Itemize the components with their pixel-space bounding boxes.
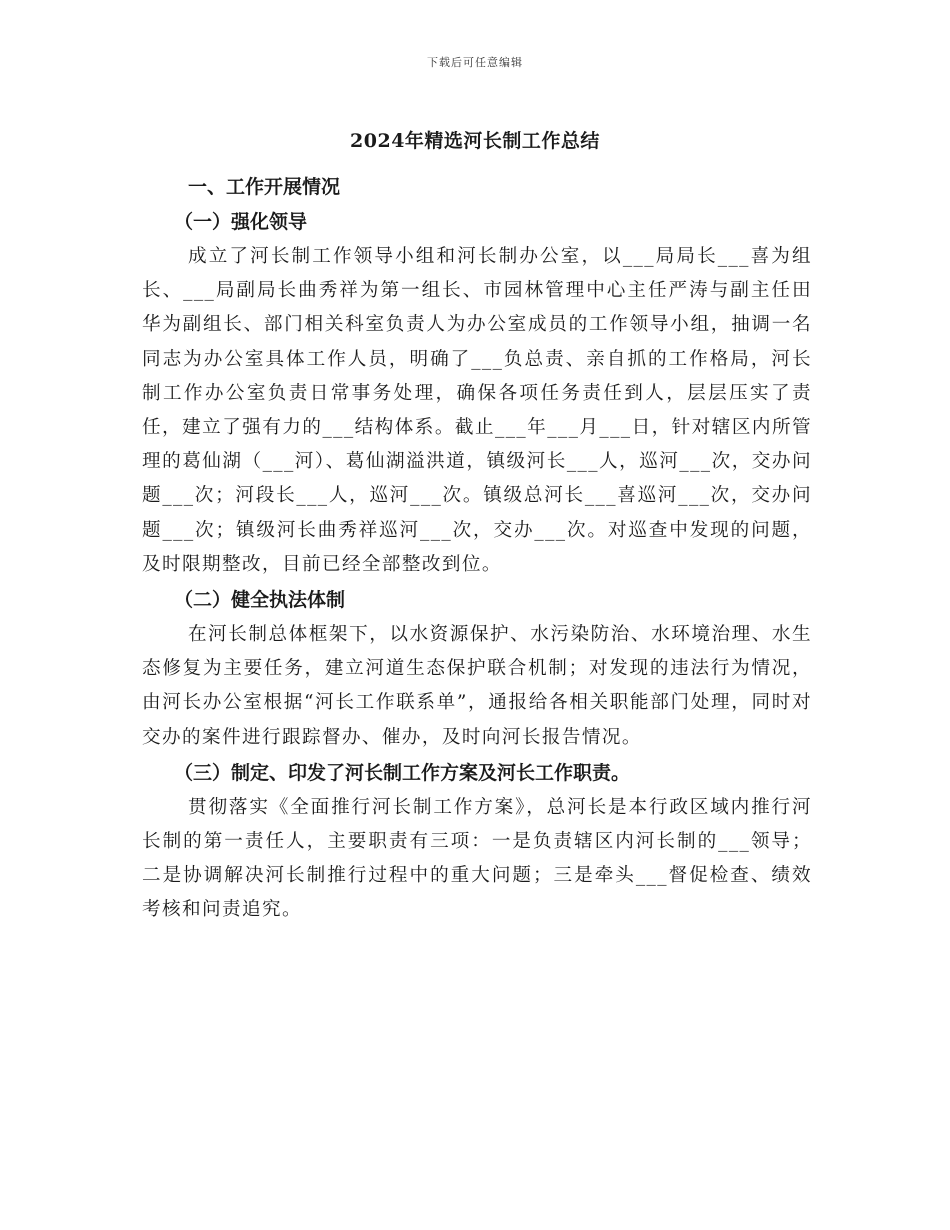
subsection-heading-work-plan: （三）制定、印发了河长制工作方案及河长工作职责。 [174, 761, 631, 784]
paragraph-leadership: 成立了河长制工作领导小组和河长制办公室，以___局局长___喜为组长、___局副局长曲秀祥为第一组长、市园林管理中心主任严涛与副主任田华为副组长、部门相关科室负责人为办公室成员的工作领导小组，抽调一名同志为办公室具体工作人员，明确了___负总责、亲自抓的工作格局，河长制工作办公室负责日常事务处理，确保各项任务责任到人，层层压实了责任，建立了强有力的___结构体系。截止___年___月___日，针对辖区内所管理的葛仙湖（___河）、葛仙湖溢洪道，镇级河长___人，巡河___次，交办问题___次；河段长___人，巡河___次。镇级总河长___喜巡河___次，交办问题___次；镇级河长曲秀祥巡河___次，交办___次。对巡查中发现的问题，及时限期整改，目前已经全部整改到位。 [142, 246, 812, 575]
subsection-heading-leadership: （一）强化领导 [174, 211, 308, 233]
paragraph-enforcement: 在河长制总体框架下，以水资源保护、水污染防治、水环境治理、水生态修复为主要任务，建立河道生态保护联合机制；对发现的违法行为情况，由河长办公室根据“河长工作联系单”，通报给各相关职能部门处理，同时对交办的案件进行跟踪督办、催办，及时向河长报告情况。 [142, 624, 812, 748]
header-note: 下载后可任意编辑 [427, 56, 523, 69]
paragraph-work-plan: 贯彻落实《全面推行河长制工作方案》，总河长是本行政区域内推行河长制的第一责任人，主要职责有三项：一是负责辖区内河长制的___领导；二是协调解决河长制推行过程中的重大问题；三是牵头___督促检查、绩效考核和问责追究。 [142, 796, 812, 921]
document-title: 2024年精选河长制工作总结 [350, 130, 600, 152]
subsection-heading-enforcement: （二）健全执法体制 [174, 589, 346, 612]
section-heading-work-progress: 一、工作开展情况 [188, 176, 341, 198]
document-body [142, 170, 812, 928]
